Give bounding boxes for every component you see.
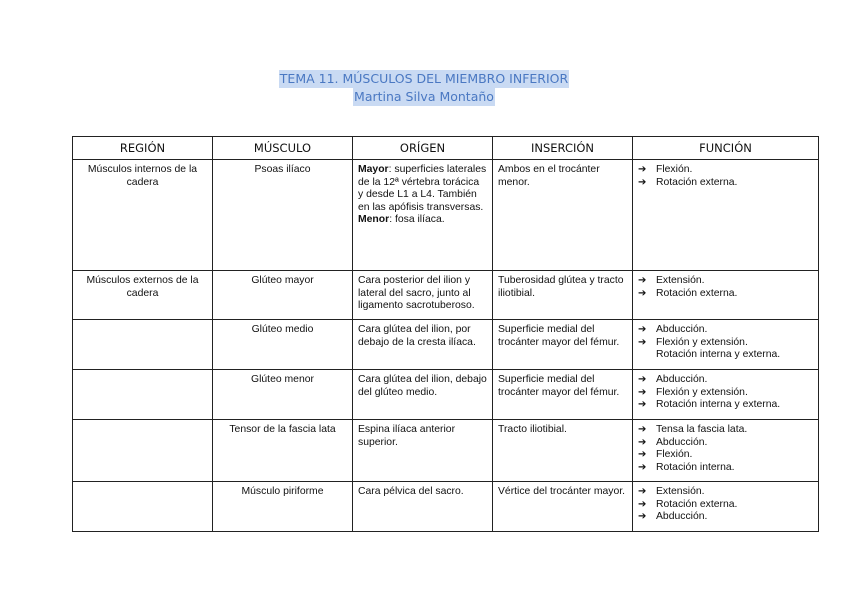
cell-origin: Cara glútea del ilion, por debajo de la cresta ilíaca. [353,320,493,370]
cell-region [73,370,213,420]
function-item: ➔ Flexión y extensión. [638,336,748,348]
arrow-right-icon: ➔ [638,287,647,299]
function-item: ➔ Rotación externa. [638,287,738,299]
function-list [638,374,813,412]
arrow-right-icon: ➔ [638,374,647,385]
function-item: ➔ Rotación externa. [638,176,738,188]
origin-minor-text: : fosa ilíaca. [389,214,445,226]
function-item: ➔ Abducción. [638,374,708,385]
document-author: Martina Silva Montaño [354,89,494,104]
origin-minor-label: Menor [358,214,390,226]
cell-muscle: Tensor de la fascia lata [213,420,353,482]
function-item: ➔ Abducción. [638,511,708,523]
header-function: FUNCIÓN [633,137,819,160]
function-list [638,275,813,300]
arrow-right-icon: ➔ [638,399,647,411]
origin-major-label: Mayor [358,164,389,175]
cell-function [633,420,819,482]
document-header [0,70,848,106]
cell-insertion: Tuberosidad glútea y tracto iliotibial. [493,271,633,320]
cell-insertion: Superficie medial del trocánter mayor del fémur. [493,320,633,370]
arrow-right-icon: ➔ [638,324,647,335]
arrow-right-icon: ➔ [638,176,647,188]
function-item: ➔ Tensa la fascia lata. [638,424,748,435]
function-item-continuation: Rotación interna y externa. [656,349,781,361]
muscles-table [72,136,819,532]
function-item: ➔ Abducción. [638,324,708,335]
origin-major-text: : superficies laterales de la 12ª vértebra torácica y desde L1 a L4. También en las apófisis transversas. [358,164,487,213]
cell-region: Músculos externos de la cadera [73,271,213,320]
cell-function [633,320,819,370]
cell-region [73,420,213,482]
cell-function [633,370,819,420]
cell-region [73,320,213,370]
cell-function [633,482,819,532]
arrow-right-icon: ➔ [638,424,647,435]
cell-muscle: Glúteo mayor [213,271,353,320]
arrow-right-icon: ➔ [638,511,647,523]
function-item: ➔ Rotación interna. [638,461,735,473]
cell-muscle: Psoas ilíaco [213,160,353,271]
function-item: ➔ Flexión. [638,164,693,175]
function-item: ➔ Rotación externa. [638,498,738,510]
cell-muscle: Músculo piriforme [213,482,353,532]
cell-region: Músculos internos de la cadera [73,160,213,271]
function-item: ➔ Extensión. [638,486,705,497]
header-insertion: INSERCIÓN [493,137,633,160]
table-row [73,420,819,482]
muscles-table-container [72,136,819,532]
arrow-right-icon: ➔ [638,275,647,286]
arrow-right-icon: ➔ [638,486,647,497]
arrow-right-icon: ➔ [638,498,647,510]
function-list [638,486,813,524]
cell-muscle: Glúteo medio [213,320,353,370]
function-list [638,164,813,189]
arrow-right-icon: ➔ [638,449,647,461]
table-header-row [73,137,819,160]
arrow-right-icon: ➔ [638,461,647,473]
function-item: ➔ Flexión y extensión. [638,386,748,398]
function-item: ➔ Rotación interna y externa. [638,399,781,411]
function-item: ➔ Abducción. [638,436,708,448]
table-row [73,370,819,420]
cell-insertion: Ambos en el trocánter menor. [493,160,633,271]
function-list [638,324,813,362]
cell-region [73,482,213,532]
cell-muscle: Glúteo menor [213,370,353,420]
header-muscle: MÚSCULO [213,137,353,160]
function-item: ➔ Flexión. [638,449,693,461]
cell-insertion: Tracto iliotibial. [493,420,633,482]
cell-function [633,271,819,320]
table-row [73,320,819,370]
table-row [73,160,819,271]
function-list [638,424,813,474]
table-row [73,482,819,532]
arrow-right-icon: ➔ [638,386,647,398]
cell-origin: Espina ilíaca anterior superior. [353,420,493,482]
document-title: TEMA 11. MÚSCULOS DEL MIEMBRO INFERIOR [279,71,569,86]
arrow-right-icon: ➔ [638,436,647,448]
cell-origin: Cara pélvica del sacro. [353,482,493,532]
header-region: REGIÓN [73,137,213,160]
arrow-right-icon: ➔ [638,336,647,348]
cell-insertion: Superficie medial del trocánter mayor del fémur. [493,370,633,420]
cell-origin [353,160,493,271]
cell-function [633,160,819,271]
arrow-right-icon: ➔ [638,164,647,175]
cell-origin: Cara posterior del ilion y lateral del sacro, junto al ligamento sacrotuberoso. [353,271,493,320]
header-origin: ORÍGEN [353,137,493,160]
cell-origin: Cara glútea del ilion, debajo del glúteo medio. [353,370,493,420]
function-item: ➔ Extensión. [638,275,705,286]
cell-insertion: Vértice del trocánter mayor. [493,482,633,532]
table-row [73,271,819,320]
